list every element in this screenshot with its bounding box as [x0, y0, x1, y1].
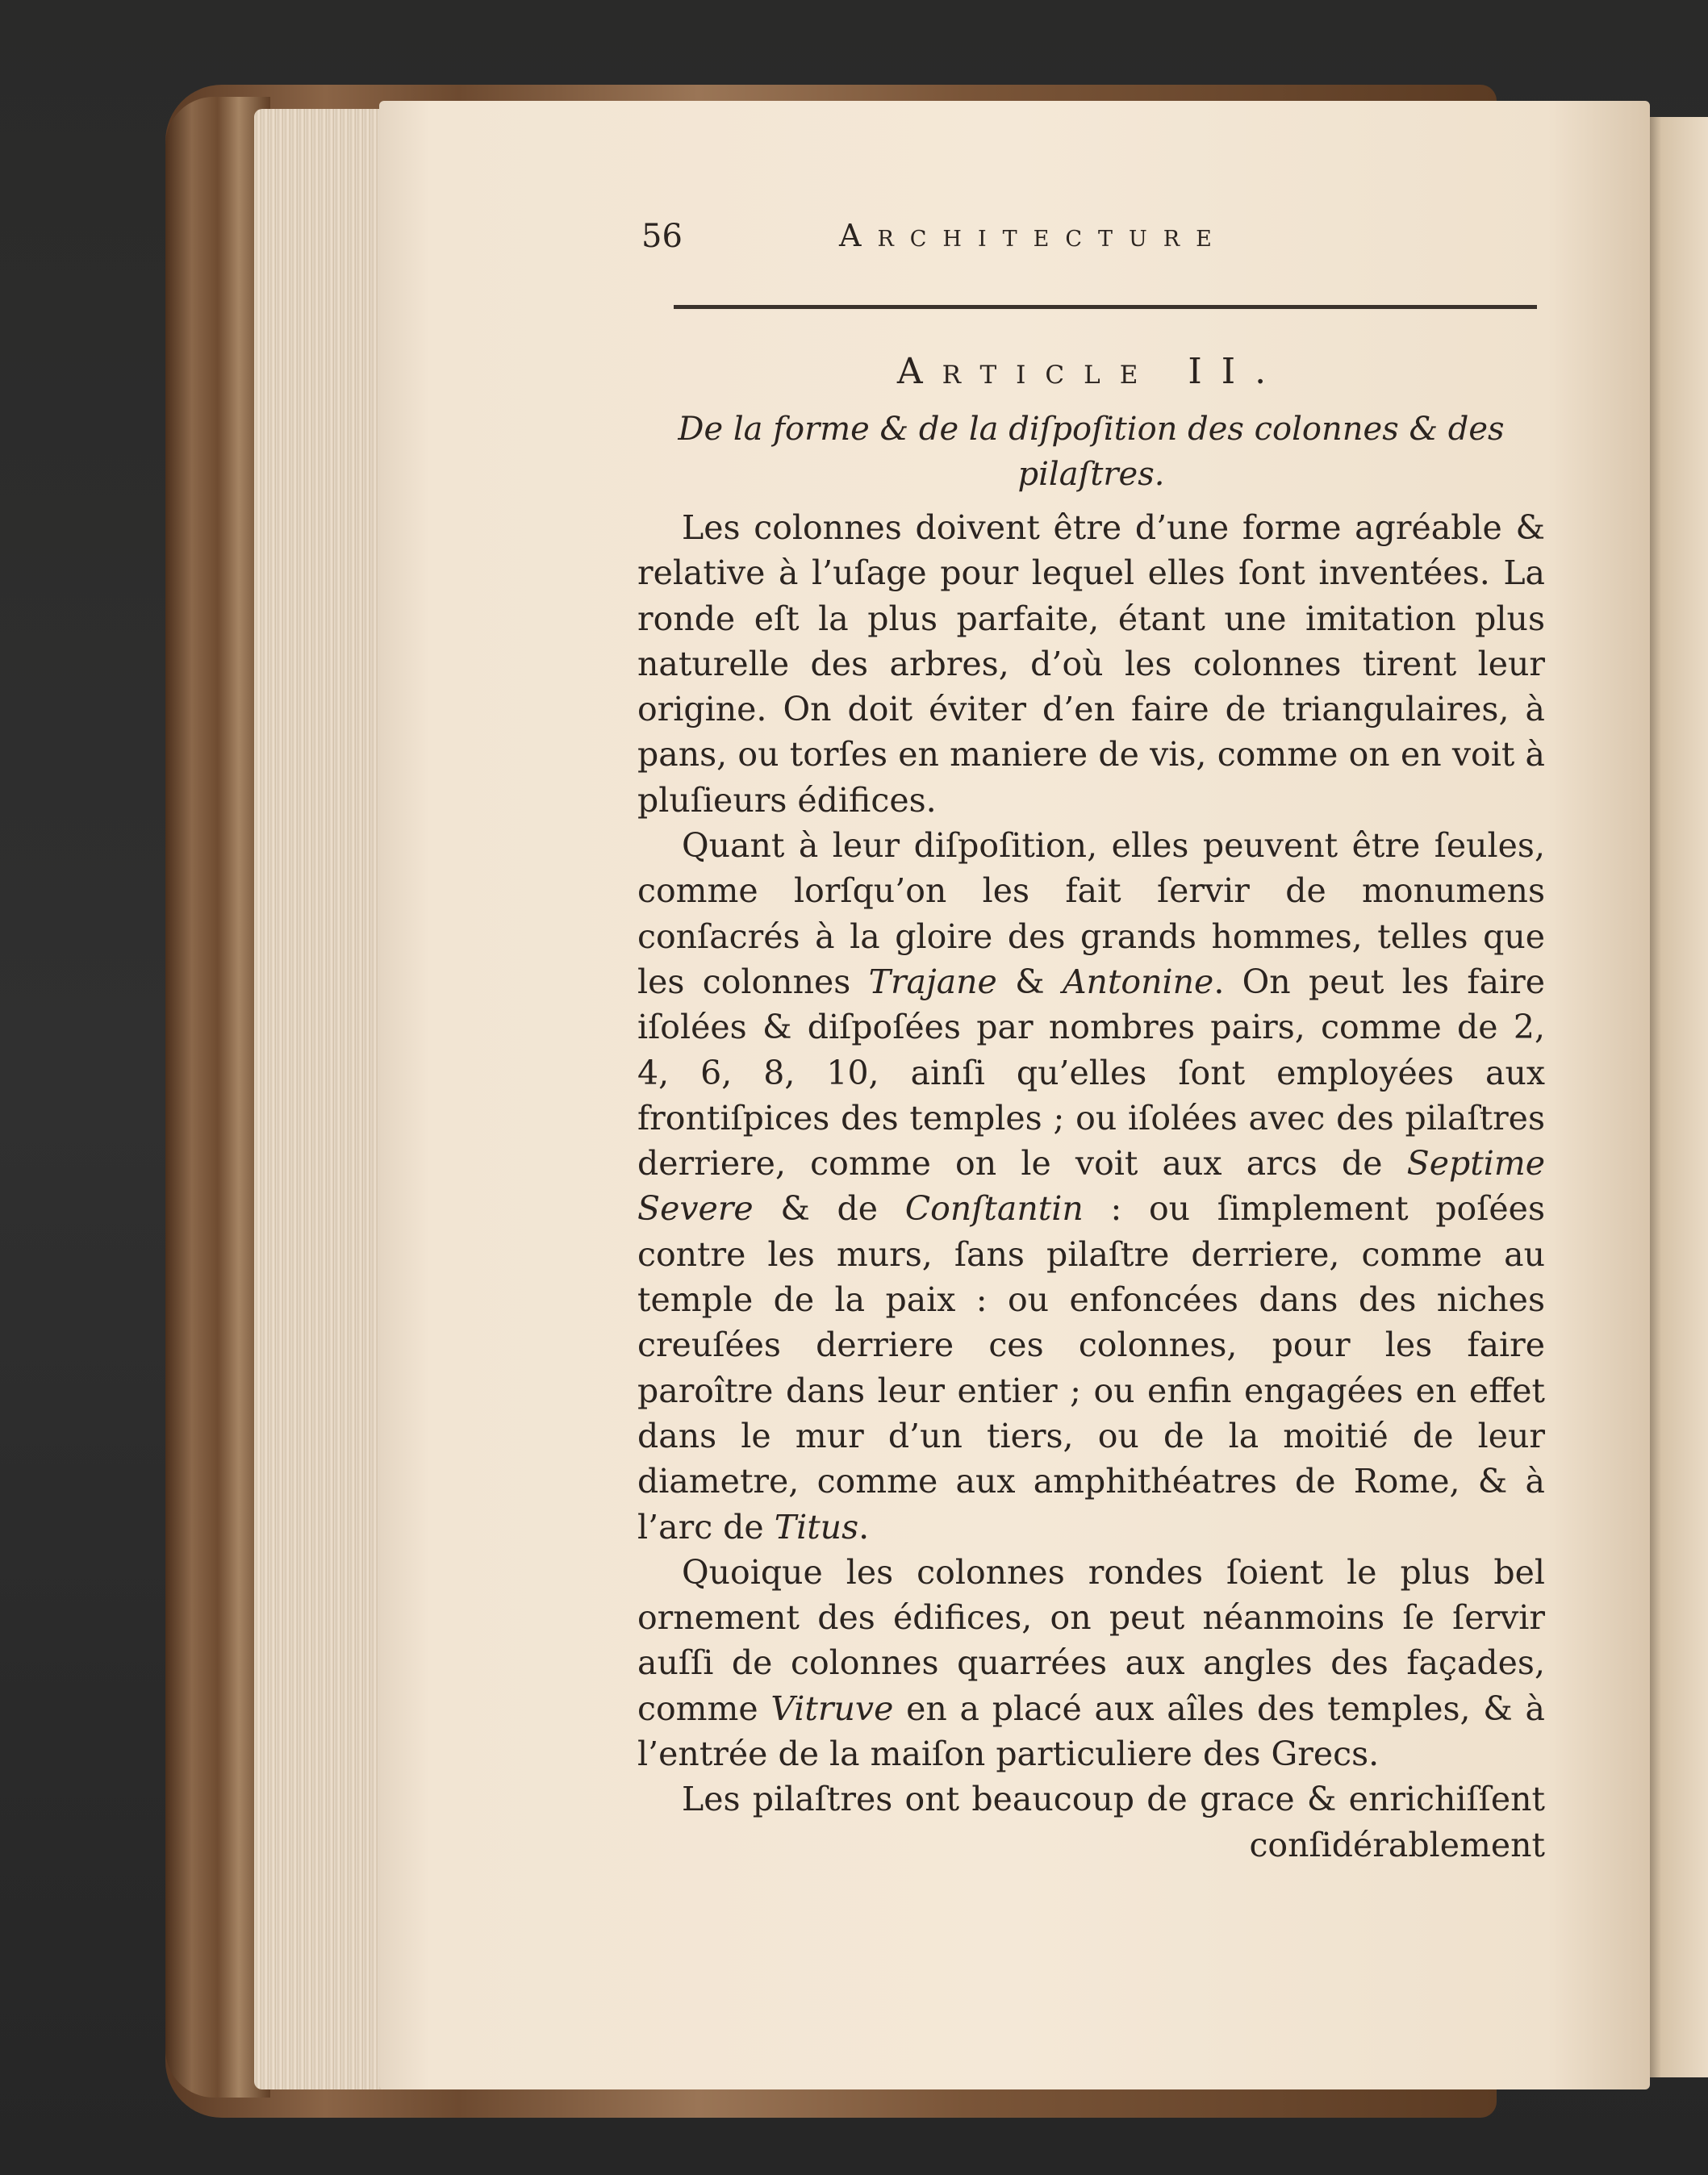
running-title: Architecture [839, 218, 1228, 253]
page-content [637, 194, 1545, 1868]
article-subtitle: De la forme & de la diſpoſition des colonnes & des pilaſtres. [678, 411, 1505, 493]
paragraph-2: Quant à leur diſpoſition, elles peuvent être ſeules, comme lorſqu’on les fait ſervir de monumens conſacrés à la gloire des grands hommes, telles que les colonnes Trajane & Antonine. On peut les faire iſolées & diſpoſées par nombres pairs, comme de 2, 4, 6, 8, 10, ainſi qu’elles ſont employées aux frontiſpices des temples ; ou iſolées avec des pilaſtres derriere, comme on le voit aux arcs de Septime Severe & de Conſtantin : ou ſimplement poſées contre les murs, ſans pilaſtre derriere, comme au temple de la paix : ou enfoncées dans des niches creuſées derriere ces colonnes, pour les faire paroître dans leur entier ; ou enfin engagées en effet dans le mur d’un tiers, ou de la moitié de leur diametre, comme aux amphithéatres de Rome, & à l’arc de Titus. [637, 826, 1545, 1547]
article-title: Article II. [896, 351, 1286, 392]
running-head [637, 194, 1545, 266]
paragraph-4: Les pilaſtres ont beaucoup de grace & enrichiſſent [682, 1780, 1545, 1819]
page-number: 56 [641, 218, 683, 255]
page-edges [254, 109, 391, 2089]
paragraph-1: Les colonnes doivent être d’une forme agréable & relative à l’uſage pour lequel elles ſont inventées. La ronde eſt la plus parfaite, étant une imitation plus naturelle des arbres, d’où les colonnes tirent leur origine. On doit éviter d’en faire de triangulaires, à pans, ou torſes en maniere de vis, comme on en voit à pluſieurs édifices. [637, 508, 1545, 820]
facing-page-edge [1646, 117, 1708, 2077]
header-rule [674, 305, 1537, 309]
body-text [637, 505, 1545, 1822]
paragraph-3: Quoique les colonnes rondes ſoient le plus bel ornement des édifices, on peut néanmoins ſe ſervir auſſi de colonnes quarrées aux angles des façades, comme Vitruve en a placé aux aîles des temples, & à l’entrée de la maiſon particuliere des Grecs. [637, 1552, 1545, 1774]
catchword: conſidérablement [1249, 1825, 1545, 1864]
